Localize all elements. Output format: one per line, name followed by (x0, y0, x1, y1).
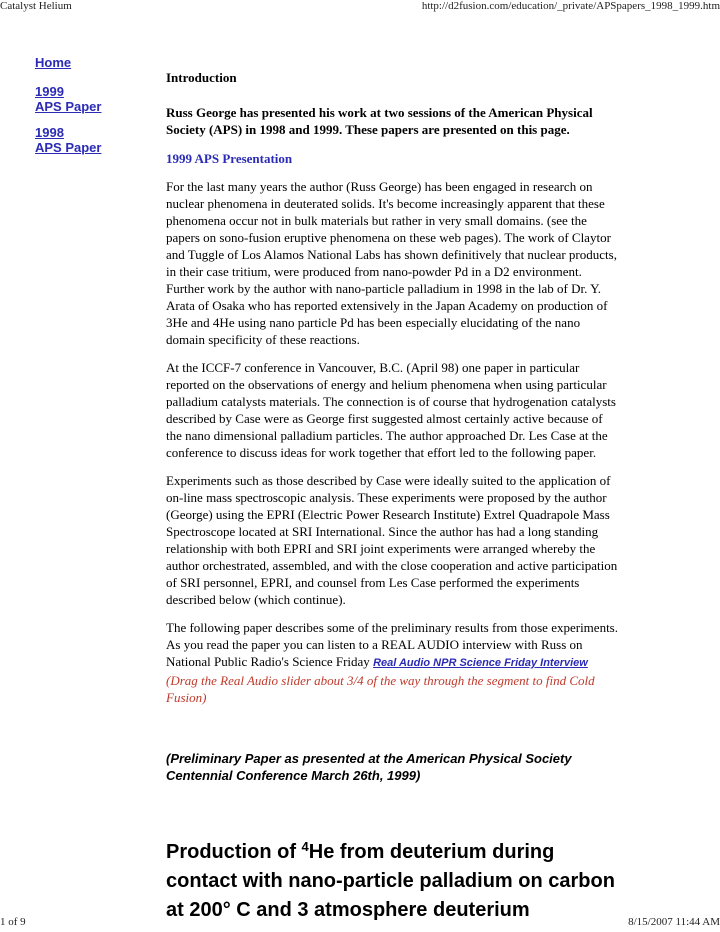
paragraph-experiments: Experiments such as those described by Case were ideally suited to the application of on-line mass spectroscopic analysis. These experiments were proposed by the author (George) using the EPRI (Electric Power Research Institute) Extrel Quadrapole Mass Spectroscope located at SRI International. Since the author has had a long standing relationship with both EPRI and SRI joint experiments were arranged whereby the author orchestrated, assembled, and with the close cooperation and active participation of SRI personnel, EPRI, and counsel from Les Case performed the experiments described below (which continue). (166, 473, 618, 607)
document-url: http://d2fusion.com/education/_private/APSpapers_1998_1999.htm (421, 0, 720, 12)
paper-title (166, 838, 626, 925)
audio-slider-note: (Drag the Real Audio slider about 3/4 of the way through the segment to find Cold Fusion) (166, 673, 595, 705)
real-audio-npr-link[interactable]: Real Audio NPR Science Friday Interview (373, 657, 588, 669)
nav-link-1999-year: 1999 (35, 84, 64, 99)
intro-heading: Introduction (166, 70, 237, 85)
print-timestamp: 8/15/2007 11:44 AM (628, 916, 720, 928)
preliminary-paper-note: (Preliminary Paper as presented at the American Physical Society Centennial Conference March 26th, 1999) (166, 751, 572, 783)
document-title: Catalyst Helium (0, 0, 72, 12)
section-heading-1999: 1999 APS Presentation (166, 151, 293, 166)
print-footer (0, 916, 720, 932)
page-count: 1 of 9 (0, 916, 26, 928)
print-header (0, 0, 720, 16)
paper-title-pre: Production of (166, 841, 302, 863)
nav-link-1998-year: 1998 (35, 125, 64, 140)
main-content (166, 69, 618, 925)
paragraph-research-background: For the last many years the author (Russ George) has been engaged in research on nuclear phenomena in deuterated solids. It's become increasingly apparent that these phenomena occur not in bulk materials but rather in very small domains. (see the papers on sono-fusion eruptive phenomena on these web pages). The work of Claytor and Tuggle of Los Alamos National Labs has shown definitively that nuclear products, in their case tritium, were produced from nano-powder Pd in a D2 environment. Further work by the author with nano-particle palladium in 1998 in the lab of Dr. Y. Arata of Osaka who has reported extensively in the Japan Academy on production of 3He and 4He using nano particle Pd has been especially elucidating of the nano domain specificity of these reactions. (166, 179, 617, 347)
paper-title-superscript: 4 (301, 839, 309, 854)
nav-link-1998-aps-paper[interactable] (35, 125, 145, 155)
paragraph-iccf7: At the ICCF-7 conference in Vancouver, B.C. (April 98) one paper in particular reported on the observations of energy and helium phenomena when using particular palladium catalysts materials. The connection is of course that hydrogenation catalysts described by Case were as George first suggested almost certainly active because of the nano dimensional palladium particles. The author approached Dr. Les Case at the conference to discuss ideas for work together that effort led to the following paper. (166, 360, 616, 460)
nav-link-1998-label: APS Paper (35, 140, 102, 155)
nav-link-1999-label: APS Paper (35, 99, 102, 114)
paper-title-post: He from deuterium during contact with nano-particle palladium on carbon at 200° C and 3 atmosphere deuterium (166, 841, 615, 921)
audio-intro-text: The following paper describes some of the preliminary results from those experiments. As you read the paper you can listen to a REAL AUDIO interview with Russ on National Public Radio's Science Friday (166, 620, 618, 669)
lead-paragraph: Russ George has presented his work at two sessions of the American Physical Society (APS) in 1998 and 1999. These papers are presented on this page. (166, 105, 593, 137)
nav-link-1999-aps-paper[interactable] (35, 84, 145, 114)
nav-link-home[interactable]: Home (35, 55, 72, 70)
paragraph-audio-interview (166, 619, 618, 706)
sidebar-nav (35, 55, 145, 166)
